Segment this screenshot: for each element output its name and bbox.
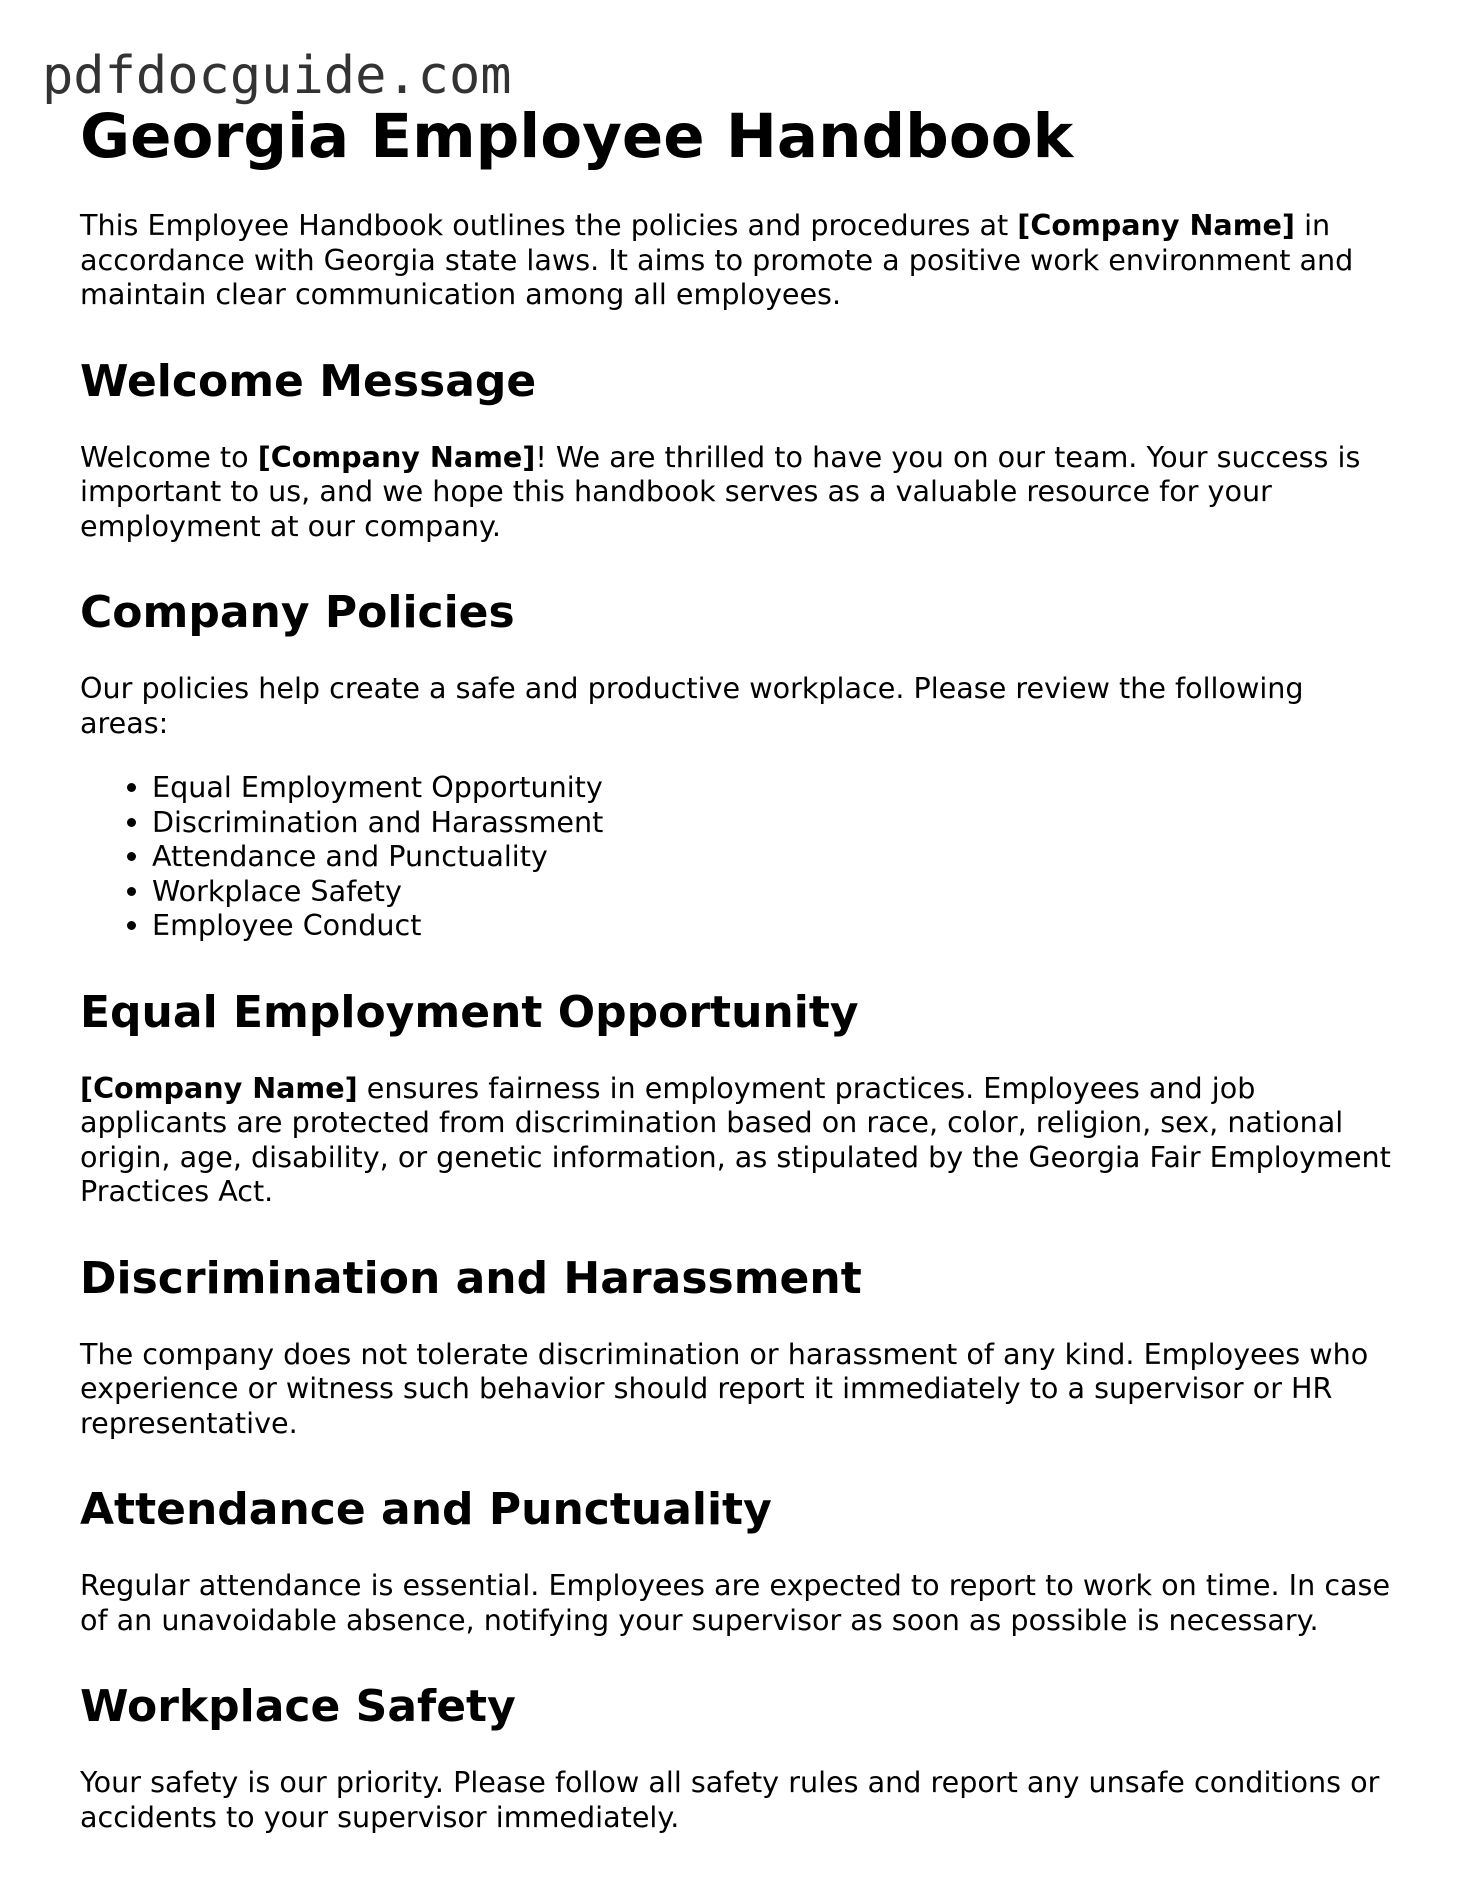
company-name-placeholder: [Company Name] <box>257 439 536 474</box>
list-item: • Employee Conduct <box>152 908 1400 943</box>
document-page <box>80 96 1400 1834</box>
policies-paragraph: Our policies help create a safe and productive workplace. Please review the following areas: <box>80 671 1304 740</box>
intro-text-after: in accordance with Georgia state laws. It aims to promote a positive work environment and maintain clear communication among all employees. <box>80 208 1354 311</box>
welcome-text-after: ! We are thrilled to have you on our team. Your success is important to us, and we hope this handbook serves as a valuable resource for your employment at our company. <box>80 439 1361 543</box>
eeo-heading: Equal Employment Opportunity <box>80 986 859 1038</box>
list-item: • Equal Employment Opportunity <box>152 770 1400 805</box>
attendance-heading: Attendance and Punctuality <box>80 1484 772 1535</box>
policies-list <box>80 770 1400 943</box>
list-item: • Workplace Safety <box>152 874 1400 909</box>
safety-paragraph: Your safety is our priority. Please follow all safety rules and report any unsafe conditions or accidents to your supervisor immediately. <box>80 1765 1380 1834</box>
harassment-paragraph: The company does not tolerate discrimination or harassment of any kind. Employees who experience or witness such behavior should report it immediately to a supervisor or HR representative. <box>80 1336 1369 1440</box>
welcome-heading: Welcome Message <box>80 355 537 407</box>
policies-heading: Company Policies <box>80 587 515 638</box>
harassment-heading: Discrimination and Harassment <box>80 1252 862 1304</box>
company-name-placeholder: [Company Name] <box>80 1070 358 1105</box>
intro-text-before: This Employee Handbook outlines the policies and procedures at <box>80 208 1018 242</box>
intro-paragraph <box>80 208 1400 312</box>
eeo-paragraph <box>80 1071 1400 1209</box>
welcome-text-before: Welcome to <box>80 439 258 474</box>
eeo-text: ensures fairness in employment practices. Employees and job applicants are protected from discrimination based on race, color, religion, sex, national origin, age, disability, or genetic information, as stipulated by the Georgia Fair Employment Practices Act. <box>80 1070 1391 1208</box>
list-item: • Attendance and Punctuality <box>152 839 1400 874</box>
watermark: pdfdocguide.com <box>42 46 512 106</box>
attendance-paragraph: Regular attendance is essential. Employees are expected to report to work on time. In case of an unavoidable absence, notifying your supervisor as soon as possible is necessary. <box>80 1568 1391 1637</box>
welcome-paragraph <box>80 440 1400 544</box>
page-title: Georgia Employee Handbook <box>80 101 1074 172</box>
list-item: • Discrimination and Harassment <box>152 805 1400 840</box>
company-name-placeholder: [Company Name] <box>1017 208 1295 242</box>
safety-heading: Workplace Safety <box>80 1681 516 1732</box>
